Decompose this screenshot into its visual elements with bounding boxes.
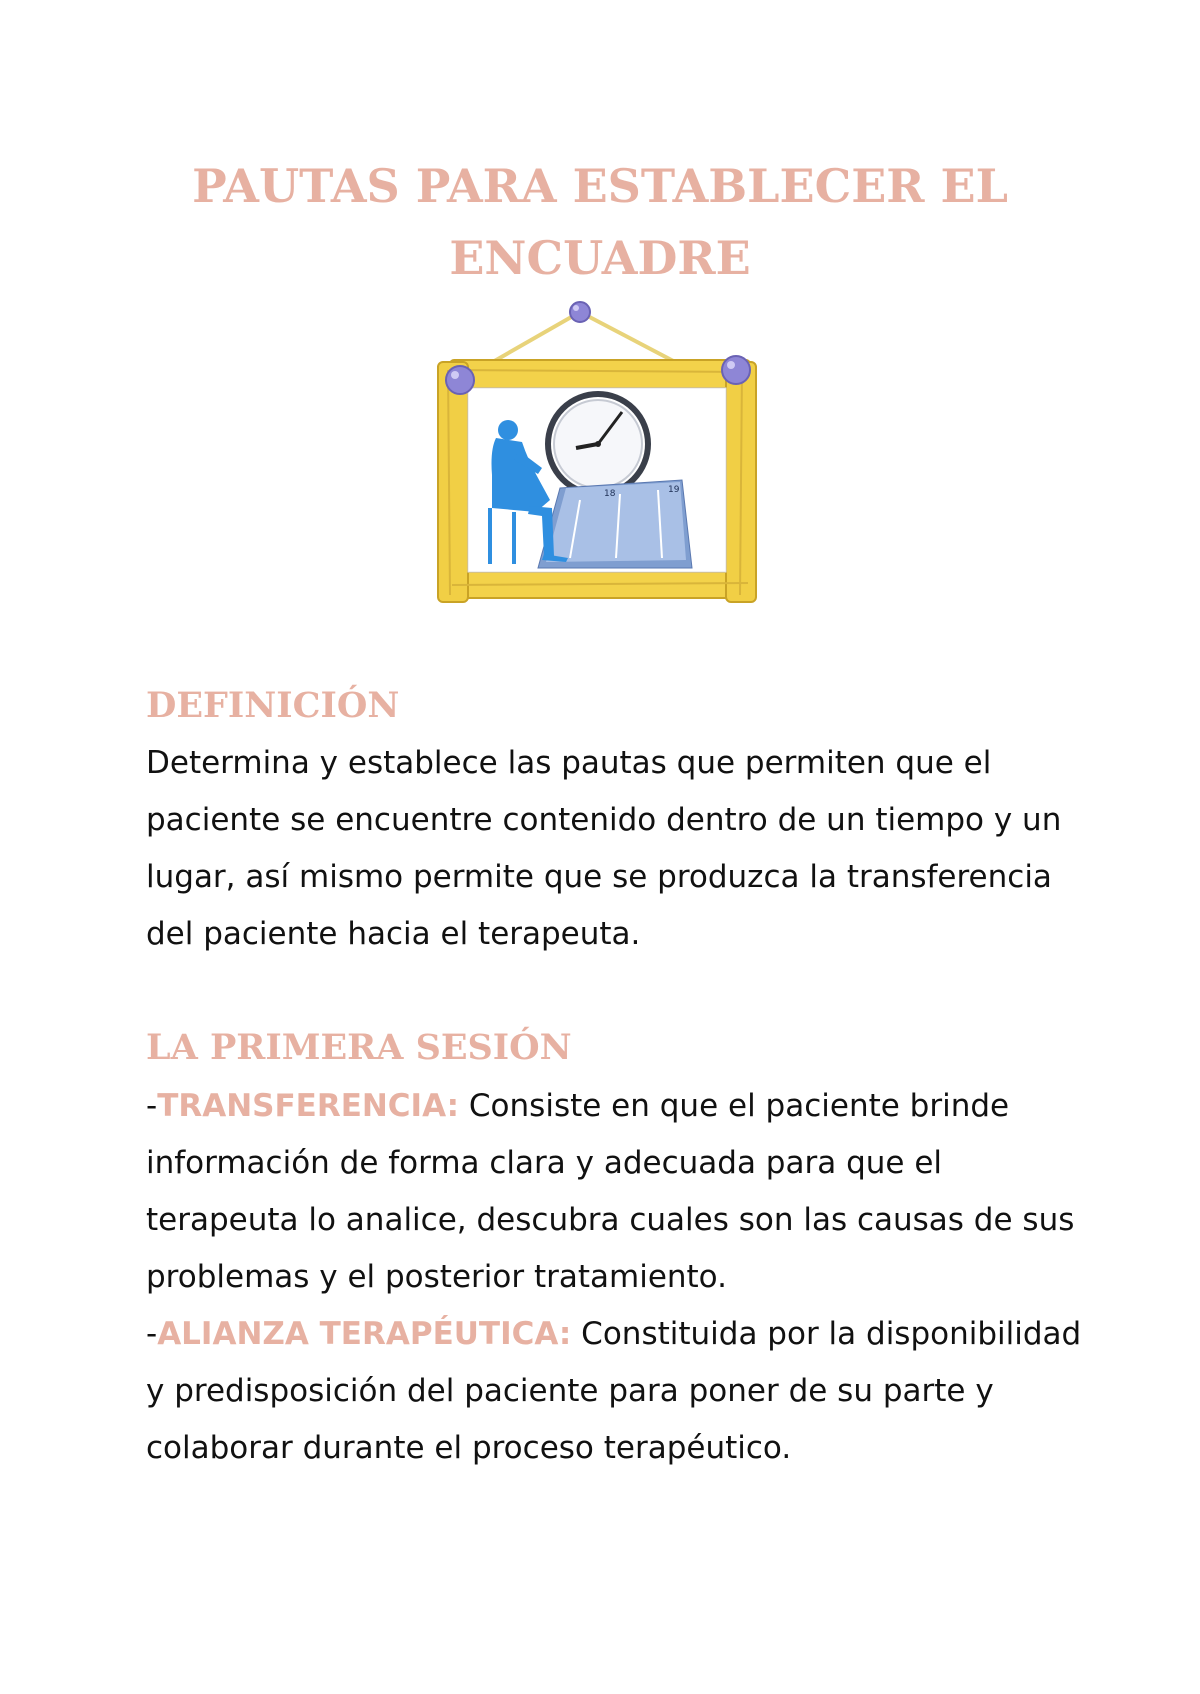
- calendar-number-19: 19: [668, 485, 680, 495]
- list-dash: -: [146, 1088, 158, 1124]
- transferencia-paragraph: [146, 1078, 1086, 1306]
- list-dash: -: [146, 1316, 158, 1352]
- definicion-heading: DEFINICIÓN: [146, 685, 400, 726]
- definicion-paragraph: Determina y establece las pautas que permiten que el paciente se encuentre contenido dentro de un tiempo y un lugar, así mismo permite que se produzca la transferencia del paciente hacia el terapeuta.: [146, 745, 1062, 952]
- alianza-term: ALIANZA TERAPÉUTICA:: [157, 1316, 572, 1352]
- pin-icon-left: [446, 366, 474, 394]
- alianza-paragraph: [146, 1306, 1086, 1477]
- clock-icon: [548, 394, 648, 494]
- pin-icon-top: [570, 302, 590, 322]
- primera-sesion-heading: LA PRIMERA SESIÓN: [146, 1027, 572, 1068]
- pin-icon-right: [722, 356, 750, 384]
- transferencia-term: TRANSFERENCIA:: [157, 1088, 460, 1124]
- calendar-icon: [538, 480, 692, 568]
- transferencia-text: Consiste en que el paciente brinde información de forma clara y adecuada para que el terapeuta lo analice, descubra cuales son las causas de sus problemas y el posterior tratamiento.: [146, 1088, 1075, 1295]
- alianza-text: Constituida por la disponibilidad y predisposición del paciente para poner de su parte y colaborar durante el proceso terapéutico.: [146, 1316, 1082, 1466]
- framed-picture-illustration: [430, 300, 770, 650]
- calendar-number-18: 18: [604, 489, 616, 499]
- title-line-1: PAUTAS PARA ESTABLECER EL: [192, 159, 1008, 213]
- page-title: [0, 150, 1200, 294]
- title-line-2: ENCUADRE: [449, 231, 751, 285]
